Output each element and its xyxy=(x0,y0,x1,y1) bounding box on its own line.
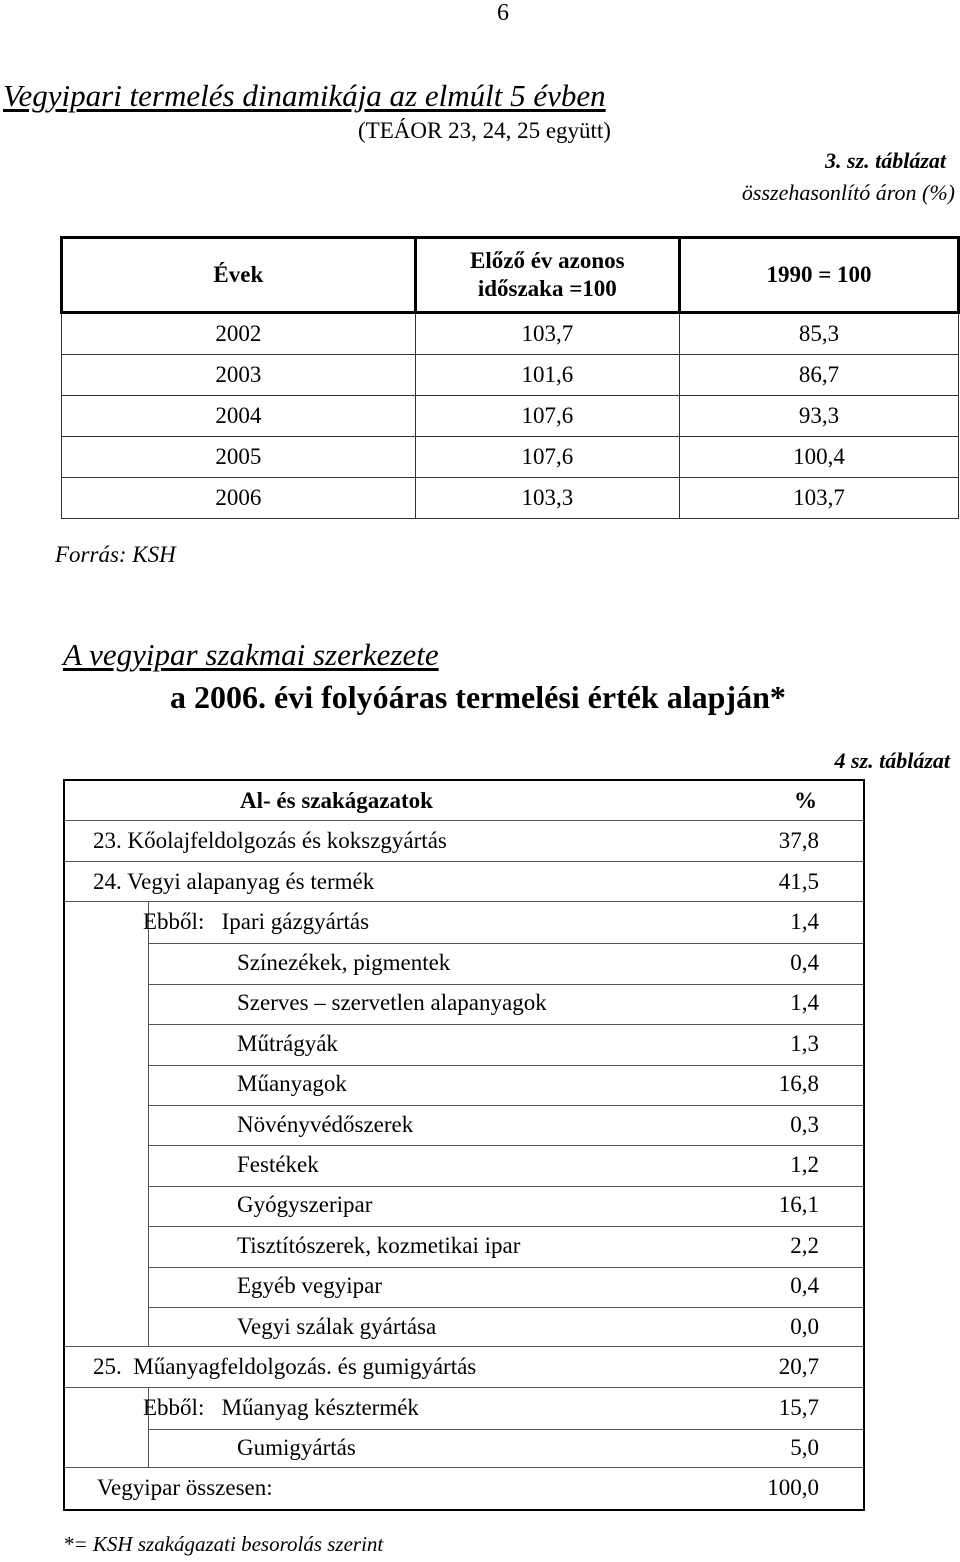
table-header-row xyxy=(62,238,959,313)
row-value: 2,2 xyxy=(790,1232,819,1258)
table-row xyxy=(65,1185,863,1225)
row-label: Egyéb vegyipar xyxy=(237,1273,382,1299)
section-title: Vegyipari termelés dinamikája az elmúlt 5 évben xyxy=(3,78,606,113)
row-value: 1,4 xyxy=(790,909,819,935)
prev-year-cell: 103,3 xyxy=(415,478,679,519)
row-label: Szerves – szervetlen alapanyagok xyxy=(237,990,547,1016)
table-row xyxy=(62,396,959,437)
header-base-1990: 1990 = 100 xyxy=(680,238,959,313)
section-subtitle: (TEÁOR 23, 24, 25 együtt) xyxy=(358,118,611,143)
row-value: 16,1 xyxy=(778,1192,819,1218)
base-cell: 93,3 xyxy=(680,396,959,437)
row-value: 0,3 xyxy=(790,1111,819,1137)
table-row xyxy=(65,1064,863,1104)
row-value: 1,4 xyxy=(790,990,819,1016)
table-row xyxy=(65,1226,863,1266)
table-row xyxy=(65,983,863,1023)
year-cell: 2002 xyxy=(62,313,416,355)
table-row xyxy=(65,1024,863,1064)
section-title: A vegyipar szakmai szerkezete xyxy=(63,637,439,672)
row-label: Tisztítószerek, kozmetikai ipar xyxy=(237,1232,521,1258)
table-row xyxy=(65,1388,863,1428)
row-label: Gyógyszeripar xyxy=(237,1192,373,1218)
table-row xyxy=(65,862,863,902)
row-label: Gumigyártás xyxy=(237,1435,356,1460)
table-number: 4 sz. táblázat xyxy=(834,748,950,773)
header-subsectors: Al- és szakágazatok xyxy=(240,788,433,813)
table-row xyxy=(65,821,863,861)
header-percent: % xyxy=(794,788,817,813)
table-row xyxy=(65,1266,863,1306)
prev-year-cell: 103,7 xyxy=(415,313,679,355)
year-cell: 2003 xyxy=(62,355,416,396)
table-unit: összehasonlító áron (%) xyxy=(741,180,955,205)
table-row xyxy=(65,1145,863,1185)
production-dynamics-table xyxy=(60,236,960,519)
table-row xyxy=(65,1307,863,1347)
prev-year-cell: 101,6 xyxy=(415,355,679,396)
row-label: Festékek xyxy=(237,1151,319,1177)
row-label: Műanyagok xyxy=(237,1071,347,1097)
base-cell: 103,7 xyxy=(680,478,959,519)
row-value: 20,7 xyxy=(778,1354,819,1380)
prev-year-cell: 107,6 xyxy=(415,437,679,478)
industry-structure-table xyxy=(63,779,865,1511)
row-value: 15,7 xyxy=(778,1394,819,1420)
table-row xyxy=(65,902,863,942)
table-row xyxy=(65,943,863,983)
row-label: Műtrágyák xyxy=(237,1030,338,1056)
row-value: 41,5 xyxy=(778,868,819,894)
row-label: Vegyipar összesen: xyxy=(97,1475,273,1501)
footnote: *= KSH szakágazati besorolás szerint xyxy=(63,1532,384,1556)
base-cell: 100,4 xyxy=(680,437,959,478)
row-label: Ebből: Ipari gázgyártás xyxy=(143,909,370,935)
table-number: 3. sz. táblázat xyxy=(824,148,946,173)
table-row xyxy=(62,437,959,478)
table-row xyxy=(65,1428,863,1468)
table-row xyxy=(62,313,959,355)
table-row xyxy=(65,1105,863,1145)
header-years: Évek xyxy=(62,238,416,313)
row-label: Színezékek, pigmentek xyxy=(237,949,451,975)
page-number: 6 xyxy=(497,0,509,26)
base-cell: 85,3 xyxy=(680,313,959,355)
row-value: 0,4 xyxy=(790,1273,819,1299)
prev-year-cell: 107,6 xyxy=(415,396,679,437)
source-note: Forrás: KSH xyxy=(55,542,176,567)
row-label: 25. Műanyagfeldolgozás. és gumigyártás xyxy=(93,1354,477,1380)
row-label: Vegyi szálak gyártása xyxy=(237,1313,437,1339)
row-label: 24. Vegyi alapanyag és termék xyxy=(93,868,375,894)
base-cell: 86,7 xyxy=(680,355,959,396)
table-row xyxy=(65,1347,863,1387)
year-cell: 2005 xyxy=(62,437,416,478)
row-value: 0,4 xyxy=(790,949,819,975)
row-value: 100,0 xyxy=(767,1475,819,1501)
header-previous-year: Előző év azonos időszaka =100 xyxy=(415,238,679,313)
year-cell: 2006 xyxy=(62,478,416,519)
row-value: 37,8 xyxy=(778,828,819,854)
year-cell: 2004 xyxy=(62,396,416,437)
total-row xyxy=(65,1468,863,1508)
row-value: 5,0 xyxy=(790,1435,819,1460)
row-value: 1,3 xyxy=(790,1030,819,1056)
section-subtitle: a 2006. évi folyóáras termelési érték alapján* xyxy=(170,679,786,715)
row-value: 0,0 xyxy=(790,1313,819,1339)
table-header-row xyxy=(65,781,863,821)
row-value: 1,2 xyxy=(790,1151,819,1177)
row-value: 16,8 xyxy=(778,1071,819,1097)
table-row xyxy=(62,355,959,396)
row-label: 23. Kőolajfeldolgozás és kokszgyártás xyxy=(93,828,447,854)
table-row xyxy=(62,478,959,519)
row-label: Ebből: Műanyag késztermék xyxy=(143,1394,419,1420)
row-label: Növényvédőszerek xyxy=(237,1111,414,1137)
